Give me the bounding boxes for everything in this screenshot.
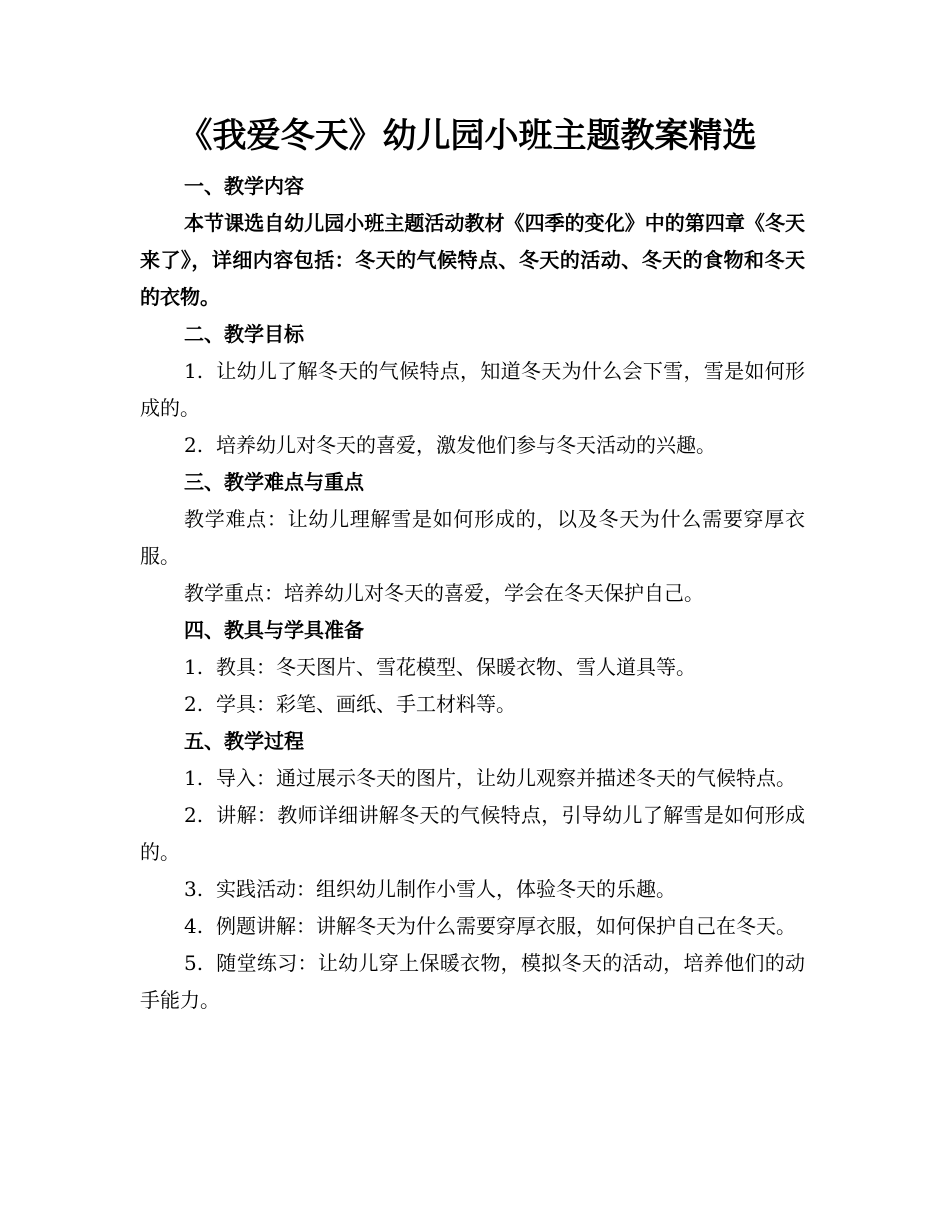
list-text: 让幼儿了解冬天的气候特点，知道冬天为什么会下雪，雪是如何形成的。	[140, 359, 805, 420]
section-heading-teaching-process: 五、教学过程	[184, 729, 304, 753]
list-item	[140, 760, 805, 797]
list-text: 随堂练习：让幼儿穿上保暖衣物，模拟冬天的活动，培养他们的动手能力。	[140, 951, 805, 1012]
list-item	[140, 686, 805, 723]
section-heading-teaching-content: 一、教学内容	[184, 174, 304, 198]
list-number: 1.	[184, 655, 204, 679]
list-number: 3.	[184, 877, 204, 901]
list-text: 培养幼儿对冬天的喜爱，激发他们参与冬天活动的兴趣。	[216, 433, 716, 457]
list-text: 导入：通过展示冬天的图片，让幼儿观察并描述冬天的气候特点。	[216, 766, 796, 790]
document-title: 《我爱冬天》幼儿园小班主题教案精选	[178, 116, 757, 156]
section-heading-difficulty-key: 三、教学难点与重点	[184, 470, 364, 494]
list-text: 学具：彩笔、画纸、手工材料等。	[216, 692, 516, 716]
list-item	[140, 871, 805, 908]
list-number: 2.	[184, 433, 204, 457]
list-text: 例题讲解：讲解冬天为什么需要穿厚衣服，如何保护自己在冬天。	[216, 914, 796, 938]
teaching-difficulty-paragraph: 教学难点：让幼儿理解雪是如何形成的，以及冬天为什么需要穿厚衣服。	[140, 507, 805, 568]
list-text: 教具：冬天图片、雪花模型、保暖衣物、雪人道具等。	[216, 655, 696, 679]
list-text: 实践活动：组织幼儿制作小雪人，体验冬天的乐趣。	[216, 877, 676, 901]
list-item	[140, 908, 805, 945]
document-page	[140, 108, 805, 1019]
list-item	[140, 945, 805, 1019]
list-item	[140, 649, 805, 686]
teaching-key-paragraph: 教学重点：培养幼儿对冬天的喜爱，学会在冬天保护自己。	[184, 581, 704, 605]
list-number: 5.	[184, 951, 204, 975]
list-number: 2.	[184, 692, 204, 716]
section-heading-materials: 四、教具与学具准备	[184, 618, 364, 642]
section-heading-teaching-goals: 二、教学目标	[184, 322, 304, 346]
list-item	[140, 797, 805, 871]
list-item	[140, 427, 805, 464]
list-number: 1.	[184, 766, 204, 790]
list-number: 2.	[184, 803, 204, 827]
list-number: 4.	[184, 914, 204, 938]
list-text: 讲解：教师详细讲解冬天的气候特点，引导幼儿了解雪是如何形成的。	[140, 803, 805, 864]
list-item	[140, 353, 805, 427]
teaching-content-paragraph: 本节课选自幼儿园小班主题活动教材《四季的变化》中的第四章《冬天来了》，详细内容包括：冬天的气候特点、冬天的活动、冬天的食物和冬天的衣物。	[140, 211, 805, 309]
list-number: 1.	[184, 359, 204, 383]
